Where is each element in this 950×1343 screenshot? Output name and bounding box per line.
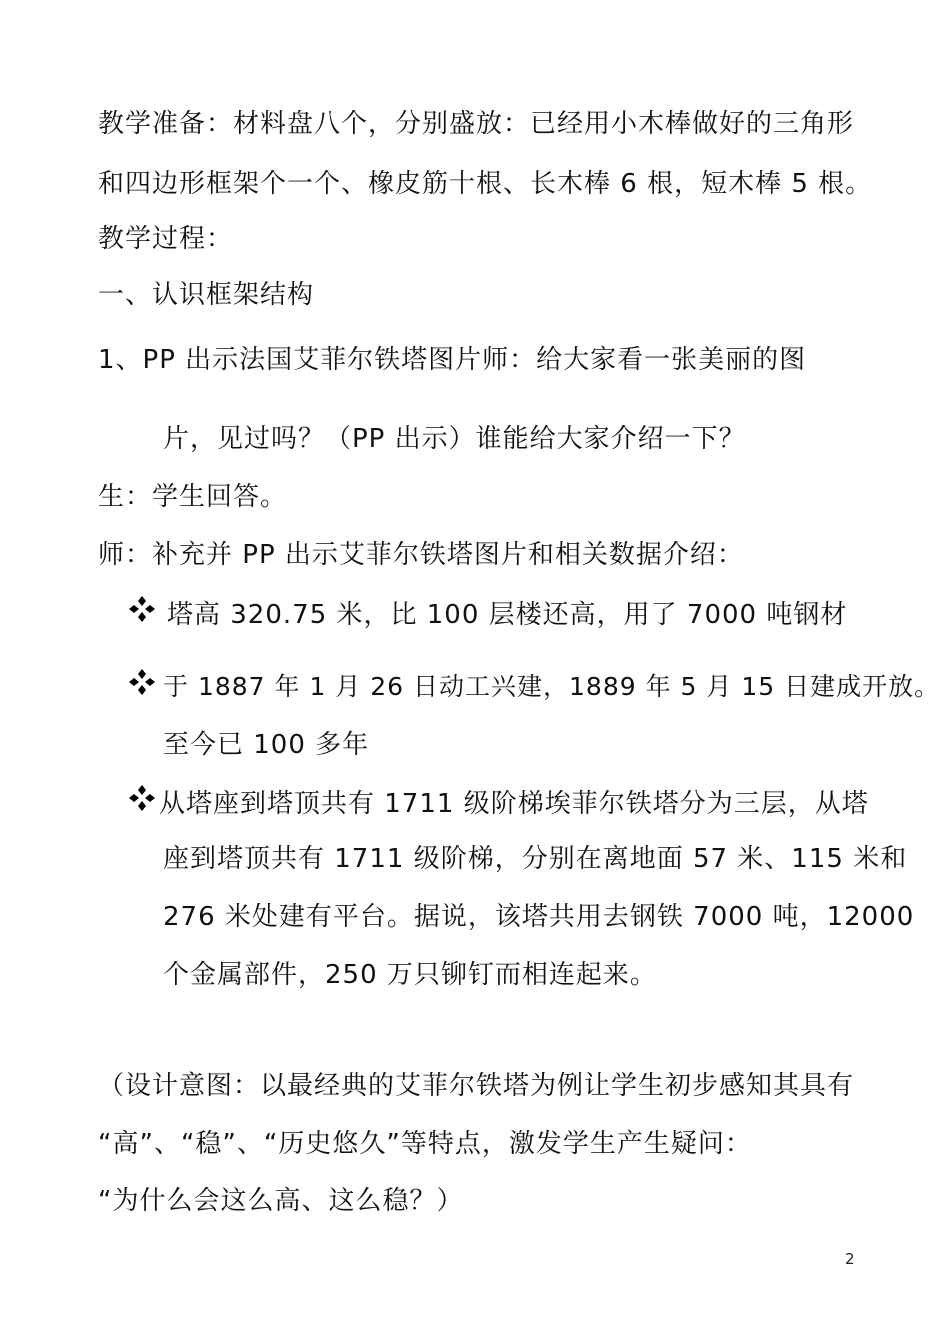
- section-1-heading: 一、认识框架结构: [98, 280, 315, 310]
- prep-line-1: 教学准备：材料盘八个，分别盛放：已经用小木棒做好的三角形: [98, 109, 855, 139]
- student-answer: 生：学生回答。: [98, 482, 288, 512]
- diamond-bullet-icon: [127, 667, 157, 697]
- bullet-2-line-2: 至今已 100 多年: [163, 730, 370, 760]
- step-1-line-1: 1、PP 出示法国艾菲尔铁塔图片师：给大家看一张美丽的图: [98, 345, 807, 375]
- design-intent-line-3: “为什么会这么高、这么稳？）: [98, 1186, 464, 1216]
- bullet-1-line-1: 塔高 320.75 米，比 100 层楼还高，用了 7000 吨钢材: [167, 600, 848, 630]
- bullet-3-line-1: 从塔座到塔顶共有 1711 级阶梯埃菲尔铁塔分为三层，从塔: [159, 789, 869, 819]
- prep-line-2: 和四边形框架个一个、橡皮筋十根、长木棒 6 根，短木棒 5 根。: [98, 169, 873, 199]
- bullet-3-line-4: 个金属部件，250 万只铆钉而相连起来。: [163, 960, 657, 990]
- diamond-bullet-icon: [127, 594, 157, 624]
- bullet-2-line-1: 于 1887 年 1 月 26 日动工兴建，1889 年 5 月 15 日建成开放。: [163, 672, 941, 701]
- teacher-supplement: 师：补充并 PP 出示艾菲尔铁塔图片和相关数据介绍：: [98, 540, 744, 570]
- diamond-bullet-icon: [127, 783, 157, 813]
- process-heading: 教学过程：: [98, 224, 234, 254]
- design-intent-line-1: （设计意图：以最经典的艾菲尔铁塔为例让学生初步感知其具有: [98, 1071, 855, 1101]
- bullet-3-line-2: 座到塔顶共有 1711 级阶梯，分别在离地面 57 米、115 米和: [163, 844, 908, 874]
- design-intent-line-2: “高”、“稳”、“历史悠久”等特点，激发学生产生疑问：: [98, 1129, 752, 1159]
- bullet-3-line-3: 276 米处建有平台。据说，该塔共用去钢铁 7000 吨，12000: [163, 902, 915, 932]
- step-1-line-2: 片，见过吗？（PP 出示）谁能给大家介绍一下？: [163, 424, 746, 454]
- page-number: 2: [845, 1250, 855, 1268]
